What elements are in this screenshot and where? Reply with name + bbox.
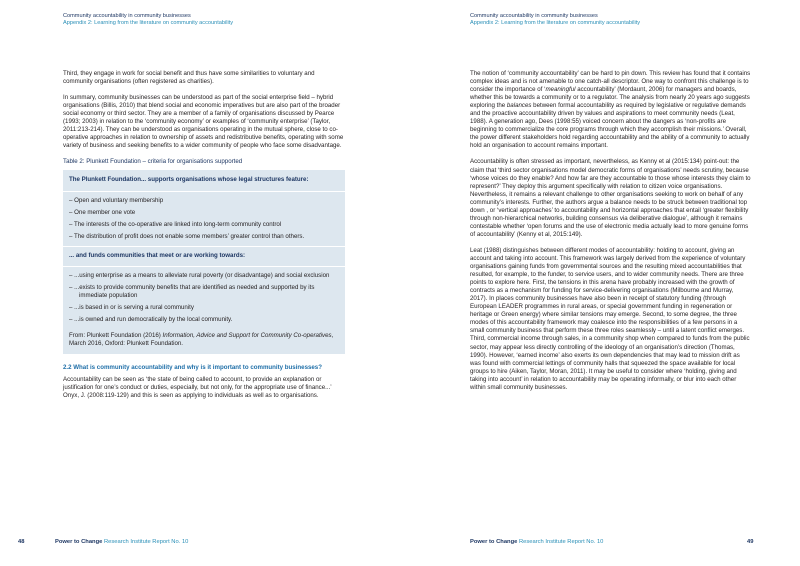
emphasis: meaningful [545, 86, 576, 94]
criteria-box [63, 170, 345, 354]
page-number: 48 [18, 539, 25, 545]
running-head-title: Community accountability in community businesses [63, 13, 191, 19]
list-item: – ...exists to provide community benefits that are identified as needed and supported by its immediate population [69, 283, 315, 299]
running-head-subtitle: Appendix 2: Learning from the literature on community accountability [63, 20, 234, 27]
text-run: between formal accountability as required by legislative or regulative demands and the proactive accountability driven by values and aspirations to meet community needs (Leat, 1988). A generation ago, Dees (1998:55) voiced concern about the dangers as ‘non-profits are beginning to commercialize the core programs through which they accomplish their missions.’ Overall, the power different stakeholders hold regarding accountability and the ability of a community to actually hold an organisation to account remains important. [470, 102, 750, 150]
paragraph: In summary, community businesses can be understood as part of the social enterprise field – hybrid organisations (Billis, 2010) that blend social and economic imperatives but are also part of the broader social economy or third sector. They are a member of a family of organisations discussed by Pearce (1993; 2003) in relation to the ‘community economy’ or examples of ‘community enterprise’ (Taylor, 2011:213-214). They can be understood as organisations operating in the mutual sphere, close to co-operative approaches in relation to ownership of assets and redistributive benefits, operating with some variety of business and seeking benefits to a wider community of people who face some disadvantage. [63, 94, 344, 150]
section-heading: 2.2 What is community accountability and why is it important to community businesses? [63, 364, 322, 372]
paragraph: Leat (1988) distinguishes between different modes of accountability: holding to account, giving an account and taking into account. This framework was largely derived from the experience of voluntary organisations gaining funds from governmental sources and the resulting mixed accountabilities that resulted, for example, to the funder, to service users, and to wider community needs. There are three points to explore here. First, the tensions in this arena have probably increased with the growth of contracts as a mechanism for funding for service-delivering organisations (Milbourne and Murray, 2017). In places community businesses have also been in receipt of statutory funding (through European LEADER programmes in rural areas, or special government funding in regeneration or heritage or Green energy) where similar tensions may emerge. Second, to some degree, the three modes of this accountability framework may coalesce into the responsibilities of a few persons in a small community business that perform these three roles seamlessly – until a latent conflict emerges. Third, commercial income through sales, in a community shop when compared to funds from the public sector, may appear less directly controlling of the ideology of an organisation’s direction (Thomas, 1990). However, ‘earned income’ also exerts its own dependencies that may lead to mission drift as was found with commercial lettings of community halls that squeezed the space available for local groups to hire (Aiken, Taylor, Moran, 2011). It may be useful to consider where ‘holding, giving and taking into account’ in relation to accountability may be operating informally, or blur into each other within small community businesses. [470, 246, 750, 391]
list-item: – ...is owned and run democratically by the local community. [69, 315, 233, 323]
list-item: – The interests of the co-operative are linked into long-term community control [69, 220, 282, 228]
footer [470, 539, 603, 545]
paragraph: Accountability is often stressed as important, nevertheless, as Kenny et al (2015:134) point-out: the claim that ‘third sector organisations model democratic forms of organisations’ needs scrutiny, because ‘whose voices do they enable? And how far are they accountable to those whose interests they claim to represent?’ They deploy this argument specifically with relation to citizen voice organisations. Nevertheless, it remains a relevant challenge to other organisations seeking to work on behalf of any community’s interests. Further, the authors argue a balance needs to be struck between traditional top down , or ‘vertical approaches’ to accountability and horizontal approaches that entail ‘greater flexibility through non-hierarchical networks, building consensus via deliberative dialogue’, although it remains contestable whether ‘open forums and the use of electronic media actually lead to more genuine forms of accountability’ (Kenny et al, 2015:149). [470, 158, 751, 238]
list-item: – Open and voluntary membership [69, 196, 164, 204]
paragraph: Accountability can be seen as ‘the state of being called to account, to provide an explanation or justification for one’s conduct or duties, especially, but not only, for the appropriate use of finance...’ Onyx, J. (2008:119-129) and this is seen as applying to individuals as well as to organisations. [63, 376, 332, 400]
right-page [400, 0, 800, 566]
divider [63, 191, 345, 192]
source-suffix: , March 2016, Oxford: Plunkett Foundation. [69, 331, 334, 348]
emphasis: balances [506, 102, 532, 110]
list-item: – The distribution of profit does not enable some members’ greater control than others. [69, 232, 305, 240]
source-title: Information, Advice and Support for Community Co-operatives [162, 331, 332, 339]
list-item: – ...using enterprise as a means to alleviate rural poverty (or disadvantage) and social exclusion [69, 271, 330, 279]
right-text-column [470, 70, 752, 400]
footer-report: Research Institute Report No. 10 [517, 539, 604, 545]
footer [55, 539, 188, 545]
list-item: – One member one vote [69, 208, 136, 216]
criteria-heading: ... and funds communities that meet or are working towards: [69, 251, 246, 259]
table-caption: Table 2: Plunkett Foundation – criteria for organisations supported [63, 158, 243, 166]
running-head [63, 13, 233, 27]
box-source [69, 326, 339, 348]
footer-brand: Power to Change [55, 539, 103, 545]
left-text-column [63, 70, 345, 408]
list-item: – ...is based in or is serving a rural community [69, 303, 194, 311]
divider [63, 266, 345, 267]
page-number: 49 [747, 539, 754, 545]
running-head [470, 13, 640, 27]
text-run: accountability’ (Mordaunt, 2006) for managers and boards, whether this be towards a community or to a regulator. The analysis from nearly 20 years ago suggests exploring the [470, 86, 750, 110]
paragraph: Third, they engage in work for social benefit and thus have some similarities to voluntary and community organisations (often registered as charities). [63, 70, 315, 86]
footer-report: Research Institute Report No. 10 [102, 539, 189, 545]
paragraph [470, 70, 752, 150]
criteria-heading: The Plunkett Foundation... supports organisations whose legal structures feature: [69, 176, 309, 184]
running-head-title: Community accountability in community businesses [470, 13, 598, 19]
text-run: The notion of ‘community accountability’ can be hard to pin down. This review has found that it contains complex ideas and is not amenable to one catch-all descriptor. One way to confront this challenge is to consider the importance of ‘ [470, 70, 751, 94]
source-prefix: From: Plunkett Foundation (2016) [69, 331, 163, 339]
running-head-subtitle: Appendix 2: Learning from the literature on community accountability [470, 20, 641, 27]
divider [63, 246, 345, 247]
footer-brand: Power to Change [470, 539, 518, 545]
